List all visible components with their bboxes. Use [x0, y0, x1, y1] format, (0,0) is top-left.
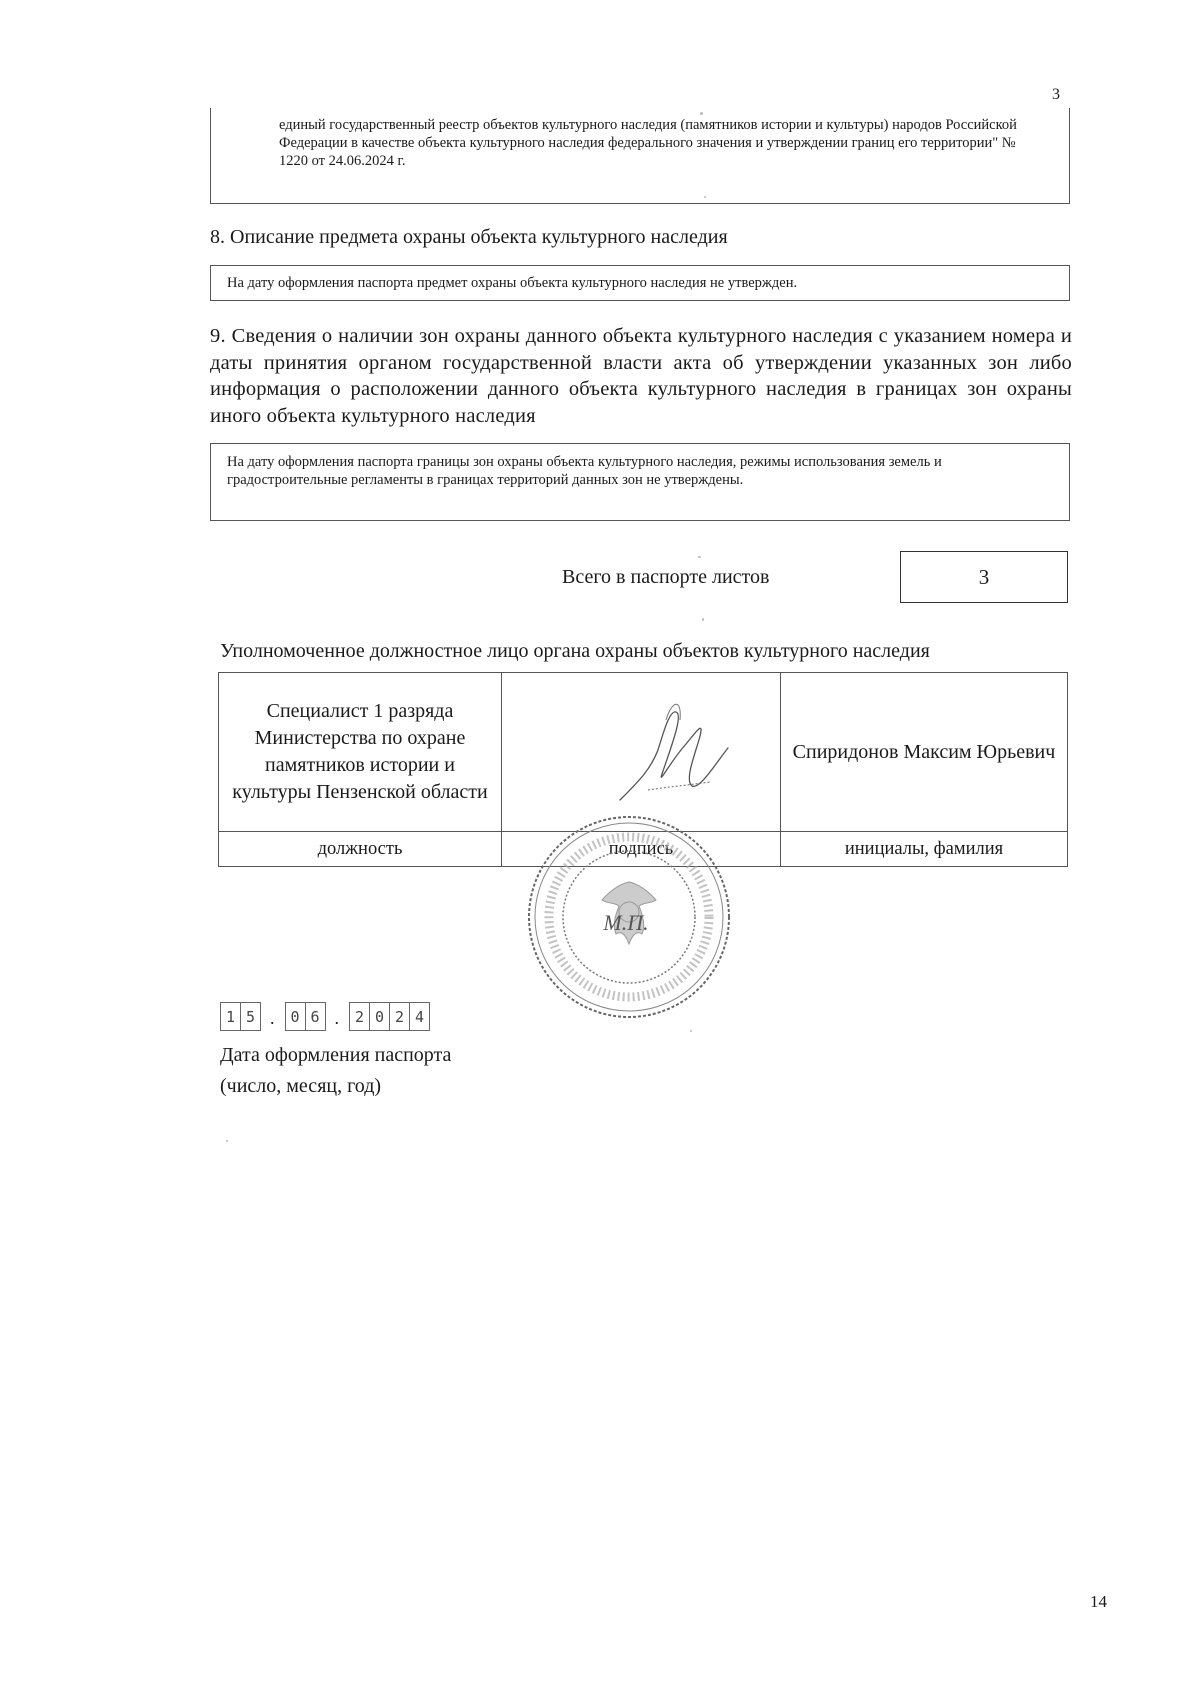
date-digit: 0 [369, 1002, 390, 1031]
registry-decision-text: единый государственный реестр объектов культурного наследия (памятников истории и культуры) народов Российской Федерации в качестве объекта культурного наследия федерального значения и утверждении границ его территории" № 1220 от 24.06.2024 г. [279, 117, 1017, 170]
page-number-top: 3 [1052, 86, 1060, 103]
date-digit: 5 [240, 1002, 261, 1031]
date-month [285, 1002, 325, 1031]
date-digit: 6 [305, 1002, 326, 1031]
scan-speck [702, 618, 704, 621]
scan-speck [704, 196, 706, 198]
caption-name: инициалы, фамилия [781, 832, 1068, 867]
date-digit: 0 [285, 1002, 306, 1031]
date-caption-line-2: (число, месяц, год) [220, 1075, 382, 1097]
section-9-heading: 9. Сведения о наличии зон охраны данного объекта культурного наследия с указанием номера и даты принятия органом государственной власти акта об утверждении указанных зон либо информация о расположении данного объекта культурного наследия в границах зон охраны иного объекта культурного наследия [210, 325, 1072, 427]
section-9-text: На дату оформления паспорта границы зон охраны объекта культурного наследия, режимы использования земель и градостроительные регламенты в границах территорий данных зон не утверждены. [227, 454, 942, 489]
page-number-bottom: 14 [1090, 1592, 1107, 1611]
date-separator: . [270, 1008, 275, 1028]
total-sheets-value: 3 [900, 551, 1068, 603]
scan-speck [698, 556, 701, 558]
total-sheets-label: Всего в паспорте листов [562, 566, 770, 588]
date-digit: 4 [409, 1002, 430, 1031]
date-digit: 2 [349, 1002, 370, 1031]
date-separator: . [334, 1008, 339, 1028]
stamp-label: М.П. [603, 910, 649, 935]
date-caption-line-1: Дата оформления паспорта [220, 1044, 452, 1066]
date-day [220, 1002, 260, 1031]
handwritten-signature [600, 690, 750, 820]
date-digit: 2 [389, 1002, 410, 1031]
scan-speck [226, 1140, 228, 1142]
scan-speck [700, 112, 703, 115]
date-year [349, 1002, 429, 1031]
official-seal-stamp [524, 812, 734, 1022]
registry-decision-box [210, 108, 1070, 204]
scan-speck [690, 1030, 692, 1032]
issue-date-fields [220, 1002, 429, 1031]
issue-date-caption [220, 1040, 451, 1102]
section-8-heading: 8. Описание предмета охраны объекта культурного наследия [210, 226, 728, 248]
official-name: Спиридонов Максим Юрьевич [781, 673, 1068, 832]
section-9-box [210, 443, 1070, 521]
official-position: Специалист 1 разряда Министерства по охране памятников истории и культуры Пензенской области [219, 673, 502, 832]
caption-signature: подпись [502, 832, 781, 867]
caption-position: должность [219, 832, 502, 867]
section-8-text: На дату оформления паспорта предмет охраны объекта культурного наследия не утвержден. [227, 275, 798, 291]
section-8-box [210, 265, 1070, 301]
date-digit: 1 [220, 1002, 241, 1031]
authorized-official-heading: Уполномоченное должностное лицо органа охраны объектов культурного наследия [220, 640, 930, 662]
